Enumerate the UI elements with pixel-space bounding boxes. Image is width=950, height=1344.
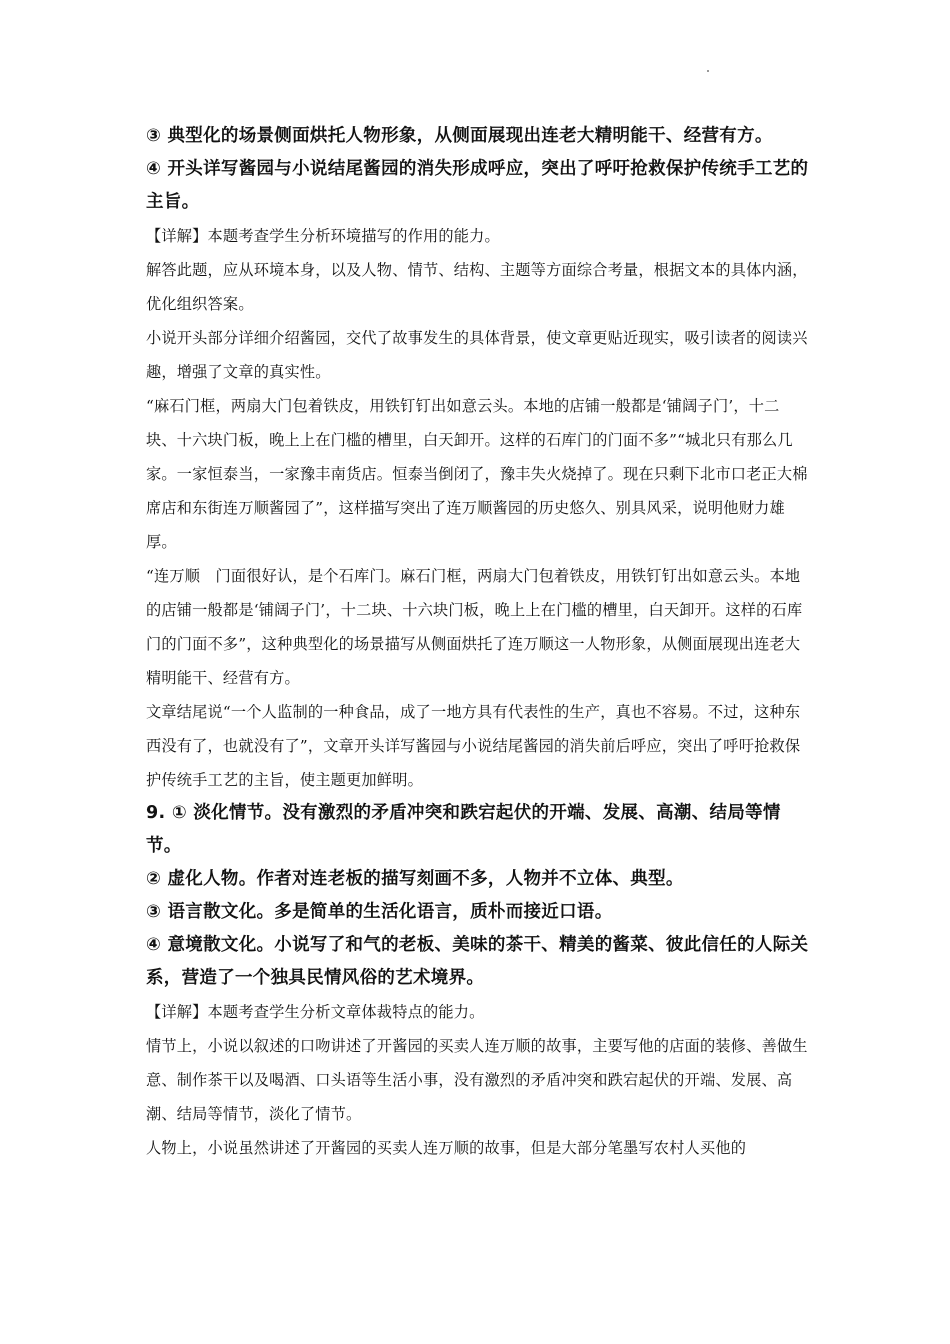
quote-paragraph: “连万顺 门面很好认，是个石库门。麻石门框，两扇大门包着铁皮，用铁钉钉出如意云头。本地的店铺一般都是‘铺阔子门’，十二块、十六块门板，晚上上在门槛的槽里，白天卸开。这样的石库门的门面不多”，这种典型化的场景描写从侧面烘托了连万顺这一人物形象，从侧面展现出连老大精明能干、经营有方。 [146,567,803,687]
answer-point-2: ② 虚化人物。作者对连老板的描写刻画不多，人物并不立体、典型。 [146,869,684,889]
explanation-paragraph: 文章结尾说“一个人监制的一种食品，成了一地方具有代表性的生产，真也不容易。不过，这种东西没有了，也就没有了”，文章开头详写酱园与小说结尾酱园的消失前后呼应，突出了呼吁抢救保护传统手工艺的主旨，使主题更加鲜明。 [146,703,801,789]
document-body [146,120,810,1165]
explanation-paragraph: 人物上，小说虽然讲述了开酱园的买卖人连万顺的故事，但是大部分笔墨写农村人买他的 [146,1139,747,1157]
explanation-paragraph: 小说开头部分详细介绍酱园，交代了故事发生的具体背景，使文章更贴近现实，吸引读者的阅读兴趣，增强了文章的真实性。 [146,329,808,381]
answer-point-3: ③ 典型化的场景侧面烘托人物形象，从侧面展现出连老大精明能干、经营有方。 [146,126,773,146]
scan-dot [707,70,709,72]
answer-point-4: ④ 意境散文化。小说写了和气的老板、美味的茶干、精美的酱菜、彼此信任的人际关系，营造了一个独具民情风俗的艺术境界。 [146,935,809,988]
quote-paragraph: “麻石门框，两扇大门包着铁皮，用铁钉钉出如意云头。本地的店铺一般都是‘铺阔子门’，十二块、十六块门板，晚上上在门槛的槽里，白天卸开。这样的石库门的门面不多”“城北只有那么几家。一家恒泰当，一家豫丰南货店。恒泰当倒闭了，豫丰失火烧掉了。现在只剩下北市口老正大棉席店和东街连万顺酱园了”，这样描写突出了连万顺酱园的历史悠久、别具风采，说明他财力雄厚。 [146,397,808,551]
answer-point-4: ④ 开头详写酱园与小说结尾酱园的消失形成呼应，突出了呼吁抢救保护传统手工艺的主旨。 [146,159,809,212]
explanation-paragraph: 解答此题，应从环境本身，以及人物、情节、结构、主题等方面综合考量，根据文本的具体内涵，优化组织答案。 [146,261,808,313]
explanation-heading: 【详解】本题考查学生分析文章体裁特点的能力。 [146,1003,485,1021]
explanation-heading: 【详解】本题考查学生分析环境描写的作用的能力。 [146,227,500,245]
question-9-answer: 9. ① 淡化情节。没有激烈的矛盾冲突和跌宕起伏的开端、发展、高潮、结局等情节。 [146,803,781,856]
answer-point-3: ③ 语言散文化。多是简单的生活化语言，质朴而接近口语。 [146,902,613,922]
explanation-paragraph: 情节上，小说以叙述的口吻讲述了开酱园的买卖人连万顺的故事，主要写他的店面的装修、善做生意、制作茶干以及喝酒、口头语等生活小事，没有激烈的矛盾冲突和跌宕起伏的开端、发展、高潮、结局等情节，淡化了情节。 [146,1037,808,1123]
